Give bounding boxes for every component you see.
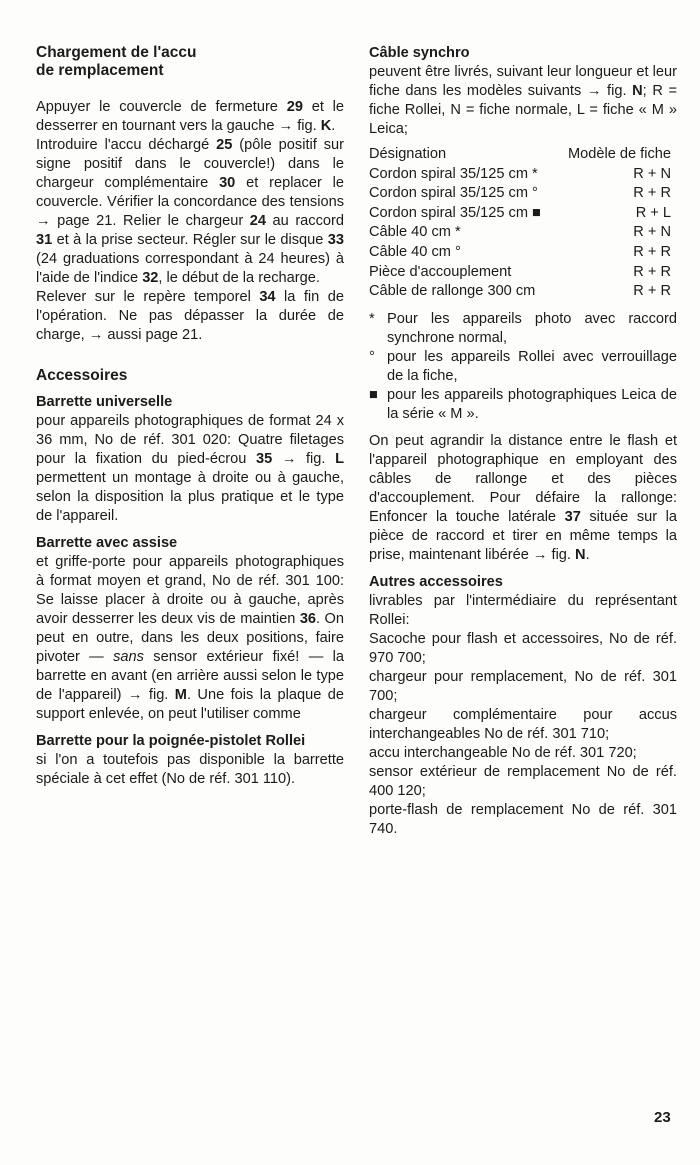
universal-bar-title: Barrette universelle <box>36 394 173 410</box>
other-accessories-line: sensor extérieur de remplacement No de réf. 400 120; <box>369 763 677 799</box>
other-accessories-line: chargeur pour remplacement, No de réf. 301 700; <box>369 668 677 704</box>
other-accessories-line: accu interchangeable No de réf. 301 720; <box>369 744 637 761</box>
table-row: Cordon spiral 35/125 cm * R + N <box>369 165 671 182</box>
table-row: Câble 40 cm * R + N <box>369 224 671 241</box>
pistol-bar-title: Barrette pour la poignée-pistolet Rollei <box>36 733 306 749</box>
table-row: Pièce d'accouplement R + R <box>369 263 671 280</box>
base-bar-title: Barrette avec assise <box>36 535 178 551</box>
cable-table <box>369 145 673 302</box>
pistol-bar-paragraph: si l'on a toutefois pas disponible la barrette spéciale à cet effet (No de réf. 301 110). <box>36 752 344 787</box>
charge-paragraph-3: Relever sur le repère temporel 34 la fin de l'opération. Ne pas dépasser la durée de charge, → aussi page 21. <box>36 289 345 343</box>
footnote-item: ° pour les appareils Rollei avec verrouillage de la fiche, <box>369 348 677 384</box>
charge-paragraph-2: Introduire l'accu déchargé 25 (pôle positif sur signe positif dans le couvercle!) dans le chargeur complémentaire 30 et replacer le couvercle. Vérifier la concordance des tensions → page 21. Relier le chargeur 24 au raccord 31 et à la prise secteur. Régler sur le disque 33 (24 graduations correspondant à 24 heures) à l'aide de l'indice 32, le début de la recharge. <box>36 137 345 286</box>
asterisk-mark: * <box>369 310 375 327</box>
sync-cable-title: Câble synchro <box>369 45 470 61</box>
left-column <box>36 44 344 789</box>
page-number: 23 <box>654 1109 671 1126</box>
accessories-title: Accessoires <box>36 367 128 384</box>
square-mark: ■ <box>369 386 378 403</box>
other-accessories-line: chargeur complémentaire pour accus interchangeables No de réf. 301 710; <box>369 706 677 742</box>
table-row: Cordon spiral 35/125 cm ■ R + L <box>369 204 671 221</box>
footnote-item: ■ pour les appareils photographiques Leica de la série « M ». <box>369 386 677 422</box>
cable-table-header <box>369 145 673 165</box>
table-row: Câble 40 cm ° R + R <box>369 243 671 260</box>
universal-bar-paragraph: pour appareils photographiques de format 24 x 36 mm, No de réf. 301 020: Quatre filetages pour la fixation du pied-écrou 35 → fig. L permettent un montage à droite ou à gauche, selon la disposition la plus pratique et le type de l'appareil. <box>36 413 344 524</box>
other-accessories-line: porte-flash de remplacement No de réf. 301 740. <box>369 801 677 837</box>
charge-paragraph-1: Appuyer le couvercle de fermeture 29 et le desserrer en tournant vers la gauche → fig. K. <box>36 99 345 134</box>
footnote-item: * Pour les appareils photo avec raccord synchrone normal, <box>369 310 677 346</box>
cable-table-header-name: Désignation <box>369 146 447 162</box>
table-row: Câble de rallonge 300 cm R + R <box>369 283 671 300</box>
extension-paragraph: On peut agrandir la distance entre le flash et l'appareil photographique en employant des câbles de rallonge et des pièces d'accouplement. Pour défaire la rallonge: Enfoncer la touche latérale 37 située sur la pièce de raccord et tirer en même temps la prise, maintenant libérée → fig. N. <box>369 432 677 563</box>
cable-table-header-plug: Modèle de fiche <box>567 146 671 162</box>
sync-cable-paragraph: peuvent être livrés, suivant leur longueur et leur fiche dans les modèles suivants → fig. N; R = fiche Rollei, N = fiche normale, L = fiche « M » Leica; <box>369 64 677 137</box>
degree-mark: ° <box>369 348 375 365</box>
footnote-list <box>369 310 677 424</box>
other-accessories-title: Autres accessoires <box>369 573 503 590</box>
charge-section-title: Chargement de l'accu de remplacement <box>36 44 197 79</box>
other-accessories-line: livrables par l'intermédiaire du représentant Rollei: <box>369 592 677 628</box>
right-column <box>369 44 677 839</box>
base-bar-paragraph: et griffe-porte pour appareils photographiques à format moyen et grand, No de réf. 301 100: Se laisse placer à droite ou à gauche, après avoir desserrer les deux vis de maintien 36. On peut en outre, dans les deux positions, faire pivoter — sans sensor extérieur fixé! — la barrette en avant (en arrière aussi selon le type de l'appareil) → fig. M. Une fois la plaque de support enlevée, on peut l'utiliser comme <box>36 554 344 722</box>
table-row: Cordon spiral 35/125 cm ° R + R <box>369 185 671 202</box>
other-accessories-line: Sacoche pour flash et accessoires, No de réf. 970 700; <box>369 630 677 666</box>
